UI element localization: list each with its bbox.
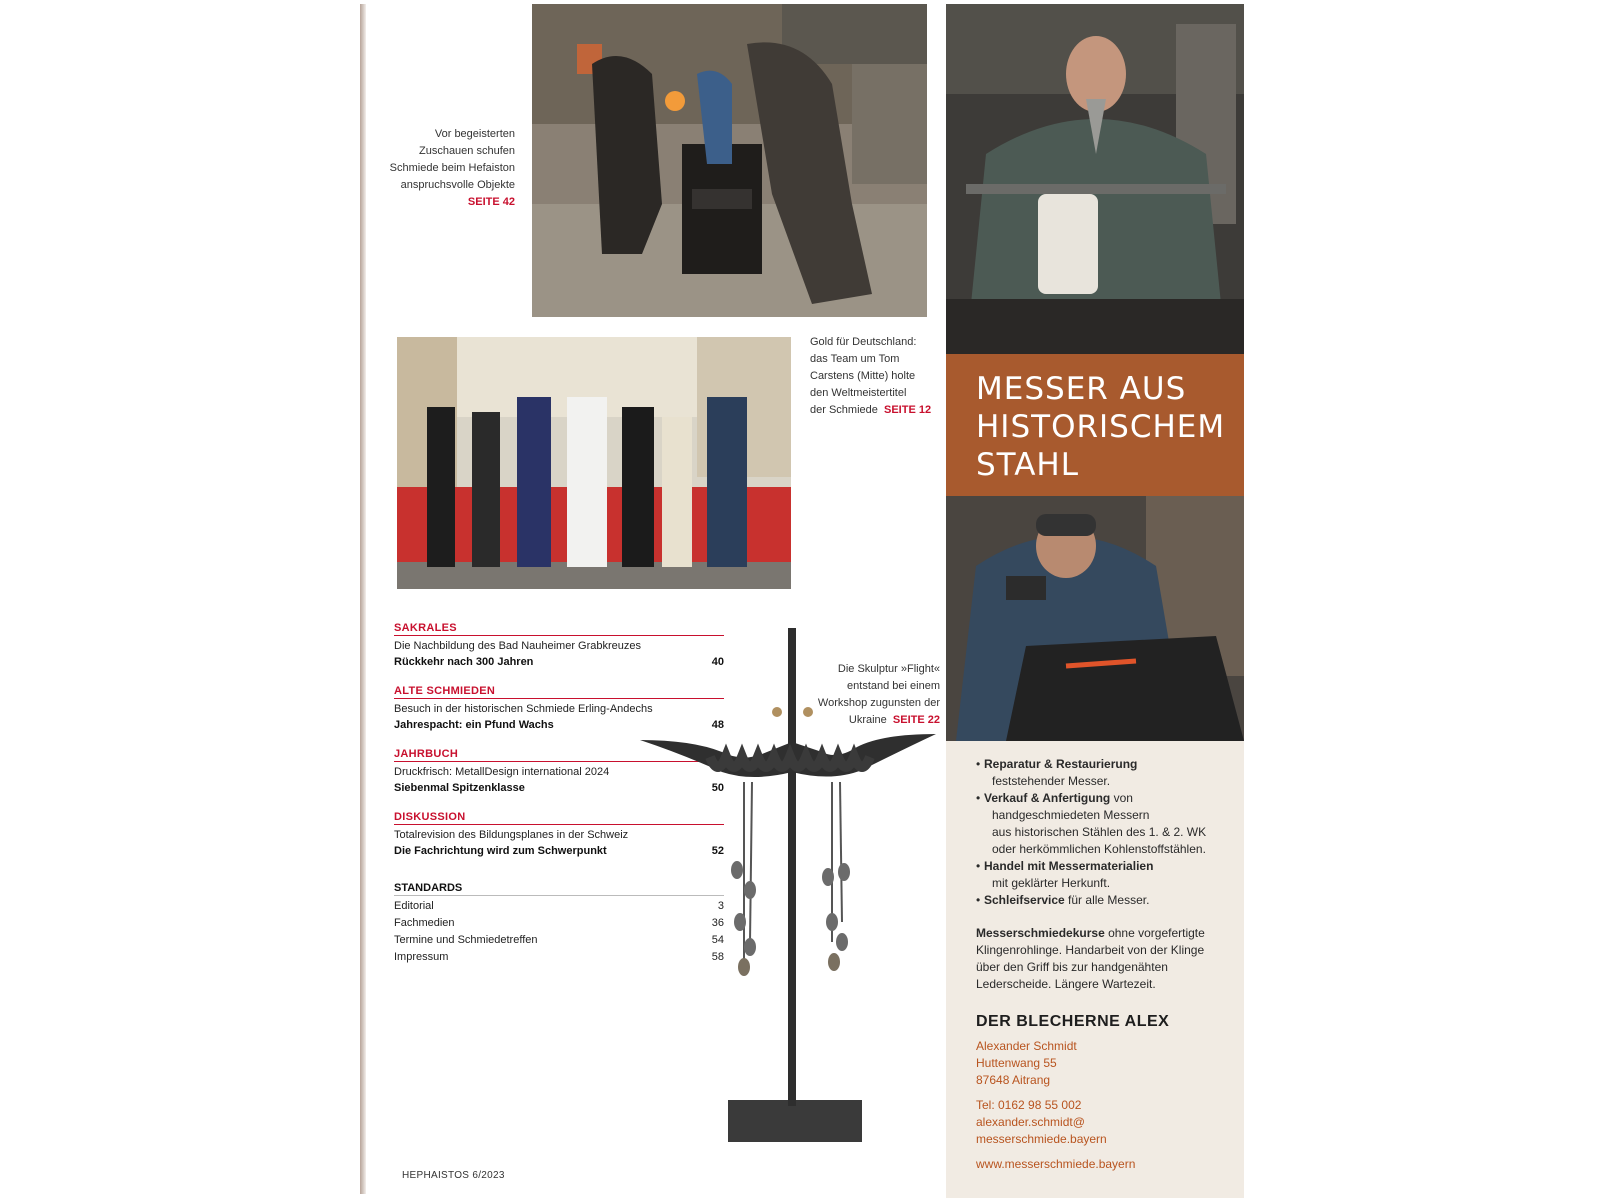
headline-line: MESSER AUS — [976, 371, 1187, 407]
company-name: DER BLECHERNE ALEX — [976, 1013, 1170, 1030]
toc-teaser: Totalrevision des Bildungsplanes in der Schweiz — [394, 829, 629, 841]
service-detail: handgeschmiedeten Messern — [992, 808, 1150, 822]
caption-line: Ukraine — [848, 714, 887, 726]
caption-line: Carstens (Mitte) holte — [810, 370, 916, 382]
toc-category: SAKRALES — [394, 622, 724, 636]
toc-teaser: Die Nachbildung des Bad Nauheimer Grabkreuzes — [394, 640, 642, 652]
caption-line: der Schmiede — [810, 404, 878, 416]
toc-category: ALTE SCHMIEDEN — [394, 685, 724, 699]
toc-category: JAHRBUCH — [394, 748, 724, 762]
service-detail: feststehender Messer. — [992, 774, 1111, 788]
ad-headline — [976, 370, 1232, 484]
knife-advertisement — [946, 4, 1244, 1198]
magazine-issue-footer: HEPHAISTOS 6/2023 — [402, 1170, 505, 1181]
caption-line: Zuschauen schufen — [418, 145, 515, 157]
toc-teaser: Druckfrisch: MetallDesign international 2024 — [394, 766, 610, 778]
service-name: Schleifservice — [984, 893, 1065, 907]
service-item — [976, 858, 1230, 892]
service-rest: für alle Messer. — [1064, 893, 1150, 907]
address-line: Alexander Schmidt — [976, 1039, 1077, 1053]
service-detail: oder herkömmlichen Kohlenstoffstählen. — [992, 842, 1206, 856]
courses-description: ohne vorgefertigte Klingenrohlinge. Handarbeit von der Klinge über den Griff bis zur handgenähten Lederscheide. Längere Wartezeit. — [976, 926, 1205, 991]
service-item — [976, 892, 1230, 909]
company-address — [976, 1038, 1230, 1089]
toc-title[interactable]: Die Fachrichtung wird zum Schwerpunkt — [394, 845, 607, 857]
smith-portrait-photo — [946, 4, 1244, 354]
standards-item[interactable]: Editorial — [394, 900, 434, 912]
website-link[interactable]: www.messerschmiede.bayern — [976, 1157, 1136, 1171]
email-address[interactable]: messerschmiede.bayern — [976, 1132, 1107, 1146]
headline-banner — [946, 354, 1244, 496]
toc-title[interactable]: Siebenmal Spitzenklasse — [394, 782, 525, 794]
hefaiston-caption — [360, 126, 515, 211]
service-item — [976, 790, 1230, 858]
service-detail: aus historischen Stählen des 1. & 2. WK — [992, 825, 1207, 839]
service-detail: mit geklärter Herkunft. — [992, 876, 1111, 890]
address-line: Huttenwang 55 — [976, 1056, 1057, 1070]
caption-line: Schmiede beim Hefaiston — [389, 162, 515, 174]
page-reference: SEITE 12 — [884, 404, 932, 416]
caption-line: Die Skulptur »Flight« — [837, 663, 940, 675]
caption-line: den Weltmeistertitel — [810, 387, 907, 399]
courses-name: Messerschmiedekurse — [976, 926, 1105, 940]
toc-category: DISKUSSION — [394, 811, 724, 825]
toc-page-number: 50 — [711, 782, 724, 794]
toc-teaser: Besuch in der historischen Schmiede Erling-Andechs — [394, 703, 653, 715]
toc-page-number: 48 — [711, 719, 724, 731]
caption-line: das Team um Tom — [810, 353, 900, 365]
service-name: Reparatur & Restaurierung — [984, 757, 1138, 771]
ad-body — [976, 756, 1230, 1173]
standards-item[interactable]: Fachmedien — [394, 917, 455, 929]
toc-page-number: 52 — [711, 845, 724, 857]
standards-page-number: 58 — [711, 951, 724, 963]
caption-line: entstand bei einem — [847, 680, 940, 692]
hefaiston-photo — [532, 4, 927, 317]
team-photo — [397, 337, 791, 589]
standards-page-number: 36 — [711, 917, 724, 929]
address-line: 87648 Aitrang — [976, 1073, 1051, 1087]
service-rest: von — [1110, 791, 1133, 805]
toc-title[interactable]: Rückkehr nach 300 Jahren — [394, 656, 534, 668]
page-reference: SEITE 22 — [892, 714, 940, 726]
phone-number[interactable]: Tel: 0162 98 55 002 — [976, 1098, 1082, 1112]
caption-line: anspruchsvolle Objekte — [400, 179, 515, 191]
service-name: Handel mit Messermaterialien — [984, 859, 1154, 873]
caption-line: Gold für Deutschland: — [810, 336, 917, 348]
toc-page-number: 40 — [711, 656, 724, 668]
gold-caption — [810, 334, 950, 419]
standards-item[interactable]: Impressum — [394, 951, 449, 963]
smith-forging-photo — [946, 496, 1244, 741]
service-list — [976, 756, 1230, 909]
toc-title[interactable]: Jahrespacht: ein Pfund Wachs — [394, 719, 554, 731]
headline-line: STAHL — [976, 447, 1079, 483]
service-name: Verkauf & Anfertigung — [984, 791, 1111, 805]
email-address[interactable]: alexander.schmidt@ — [976, 1115, 1085, 1129]
flight-caption — [770, 661, 940, 729]
courses-text — [976, 925, 1230, 993]
standards-item[interactable]: Termine und Schmiedetreffen — [394, 934, 538, 946]
headline-line: HISTORISCHEM — [976, 409, 1226, 445]
standards-page-number: 3 — [717, 900, 724, 912]
page-reference: SEITE 42 — [467, 196, 515, 208]
company-contact — [976, 1097, 1230, 1148]
caption-line: Vor begeisterten — [434, 128, 515, 140]
standards-heading: STANDARDS — [394, 882, 724, 896]
caption-line: Workshop zugunsten der — [817, 697, 940, 709]
service-item — [976, 756, 1230, 790]
standards-page-number: 54 — [711, 934, 724, 946]
